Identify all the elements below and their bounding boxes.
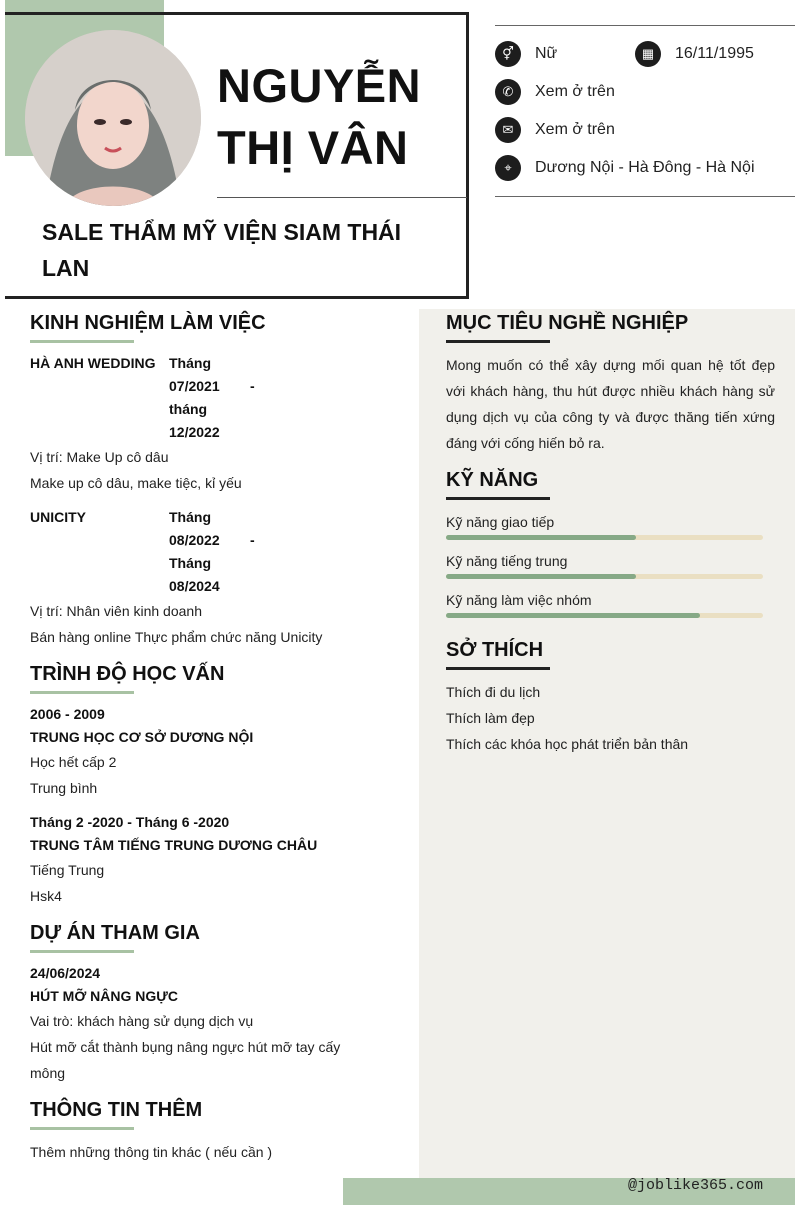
- skills-title: KỸ NĂNG: [446, 469, 539, 491]
- skill-bar-track: [446, 574, 763, 579]
- exp2-position: Vị trí: Nhân viên kinh doanh: [30, 603, 202, 619]
- exp2-date-to-l2: 08/2024: [169, 578, 220, 594]
- phone-value: Xem ở trên: [535, 83, 615, 100]
- hobbies-title: SỞ THÍCH: [446, 639, 544, 661]
- education-underline: [30, 691, 134, 694]
- objective-underline: [446, 340, 550, 343]
- skill-name: Kỹ năng giao tiếp: [446, 514, 555, 530]
- skill-bar-fill: [446, 574, 636, 579]
- skill-bar-track: [446, 535, 763, 540]
- edu1-line2: Trung bình: [30, 780, 98, 796]
- extra-title: THÔNG TIN THÊM: [30, 1099, 203, 1121]
- exp1-date-to-l1: tháng: [169, 401, 208, 417]
- hobby-item: Thích làm đẹp: [446, 710, 535, 726]
- exp2-date-from-l1: Tháng: [169, 509, 211, 525]
- edu2-line2: Hsk4: [30, 888, 62, 904]
- name-divider: [217, 197, 467, 198]
- objective-text: Mong muốn có thể xây dựng mối quan hệ tốt đẹp với khách hàng, thu hút được nhiều khách hàng sử dụng dịch vụ của công ty và được thăng tiến xứng đáng với cống hiến bỏ ra.: [446, 357, 775, 451]
- job-title: SALE THẨM MỸ VIỆN SIAM THÁI LAN: [42, 219, 402, 281]
- experience-title: KINH NGHIỆM LÀM VIỆC: [30, 312, 266, 334]
- exp2-date-from-l2: 08/2022: [169, 532, 220, 548]
- extra-text: Thêm những thông tin khác ( nếu cần ): [30, 1144, 273, 1160]
- birthday-value: 16/11/1995: [675, 45, 754, 62]
- project-role: Vai trò: khách hàng sử dụng dịch vụ: [30, 1013, 254, 1029]
- extra-underline: [30, 1127, 134, 1130]
- projects-underline: [30, 950, 134, 953]
- hobby-item: Thích đi du lịch: [446, 684, 541, 700]
- edu1-school: TRUNG HỌC CƠ SỞ DƯƠNG NỘI: [30, 729, 254, 745]
- exp1-date-dash: -: [250, 378, 255, 394]
- footer-watermark: @joblike365.com: [628, 1177, 764, 1194]
- skills-underline: [446, 497, 550, 500]
- objective-title: MỤC TIÊU NGHỀ NGHIỆP: [446, 312, 689, 334]
- address-value: Dương Nội - Hà Đông - Hà Nội: [535, 159, 755, 176]
- project-name: HÚT MỠ NÂNG NGỰC: [30, 988, 178, 1004]
- skill-bar-fill: [446, 535, 636, 540]
- edu2-period: Tháng 2 -2020 - Tháng 6 -2020: [30, 814, 230, 830]
- mail-icon: ✉: [495, 117, 521, 143]
- project-date: 24/06/2024: [30, 965, 101, 981]
- calendar-icon: ▦: [635, 41, 661, 67]
- phone-icon: ✆: [495, 79, 521, 105]
- skill-bar-track: [446, 613, 763, 618]
- skill-name: Kỹ năng tiếng trung: [446, 553, 568, 569]
- hobbies-underline: [446, 667, 550, 670]
- contact-bottom-divider: [495, 196, 795, 197]
- exp1-position: Vị trí: Make Up cô dâu: [30, 449, 169, 465]
- location-icon: ⌖: [495, 155, 521, 181]
- skill-name: Kỹ năng làm việc nhóm: [446, 592, 592, 608]
- exp2-date-to-l1: Tháng: [169, 555, 211, 571]
- project-desc: Hút mỡ cắt thành bụng nâng ngực hút mỡ tay cấy mông: [30, 1039, 341, 1081]
- exp1-desc: Make up cô dâu, make tiệc, kỉ yếu: [30, 475, 242, 491]
- education-title: TRÌNH ĐỘ HỌC VẤN: [30, 663, 225, 685]
- email-value: Xem ở trên: [535, 121, 615, 138]
- hobby-item: Thích các khóa học phát triển bản thân: [446, 736, 689, 752]
- experience-underline: [30, 340, 134, 343]
- edu1-period: 2006 - 2009: [30, 706, 105, 722]
- edu2-line1: Tiếng Trung: [30, 862, 105, 878]
- skill-bar-fill: [446, 613, 700, 618]
- exp1-date-from-l1: Tháng: [169, 355, 211, 371]
- exp2-desc: Bán hàng online Thực phẩm chức năng Unicity: [30, 629, 323, 645]
- name-line-2: THỊ VÂN: [217, 121, 409, 174]
- exp2-date-dash: -: [250, 532, 255, 548]
- gender-icon: ⚥: [495, 41, 521, 67]
- projects-title: DỰ ÁN THAM GIA: [30, 922, 200, 944]
- edu2-school: TRUNG TÂM TIẾNG TRUNG DƯƠNG CHÂU: [30, 837, 318, 853]
- edu1-line1: Học hết cấp 2: [30, 754, 117, 770]
- exp2-company: UNICITY: [30, 509, 86, 525]
- contact-top-divider: [495, 25, 795, 26]
- exp1-date-from-l2: 07/2021: [169, 378, 220, 394]
- avatar: [25, 30, 201, 206]
- gender-value: Nữ: [535, 45, 558, 62]
- exp1-date-to-l2: 12/2022: [169, 424, 220, 440]
- exp1-company: HÀ ANH WEDDING: [30, 355, 156, 371]
- name-line-1: NGUYỄN: [217, 59, 422, 112]
